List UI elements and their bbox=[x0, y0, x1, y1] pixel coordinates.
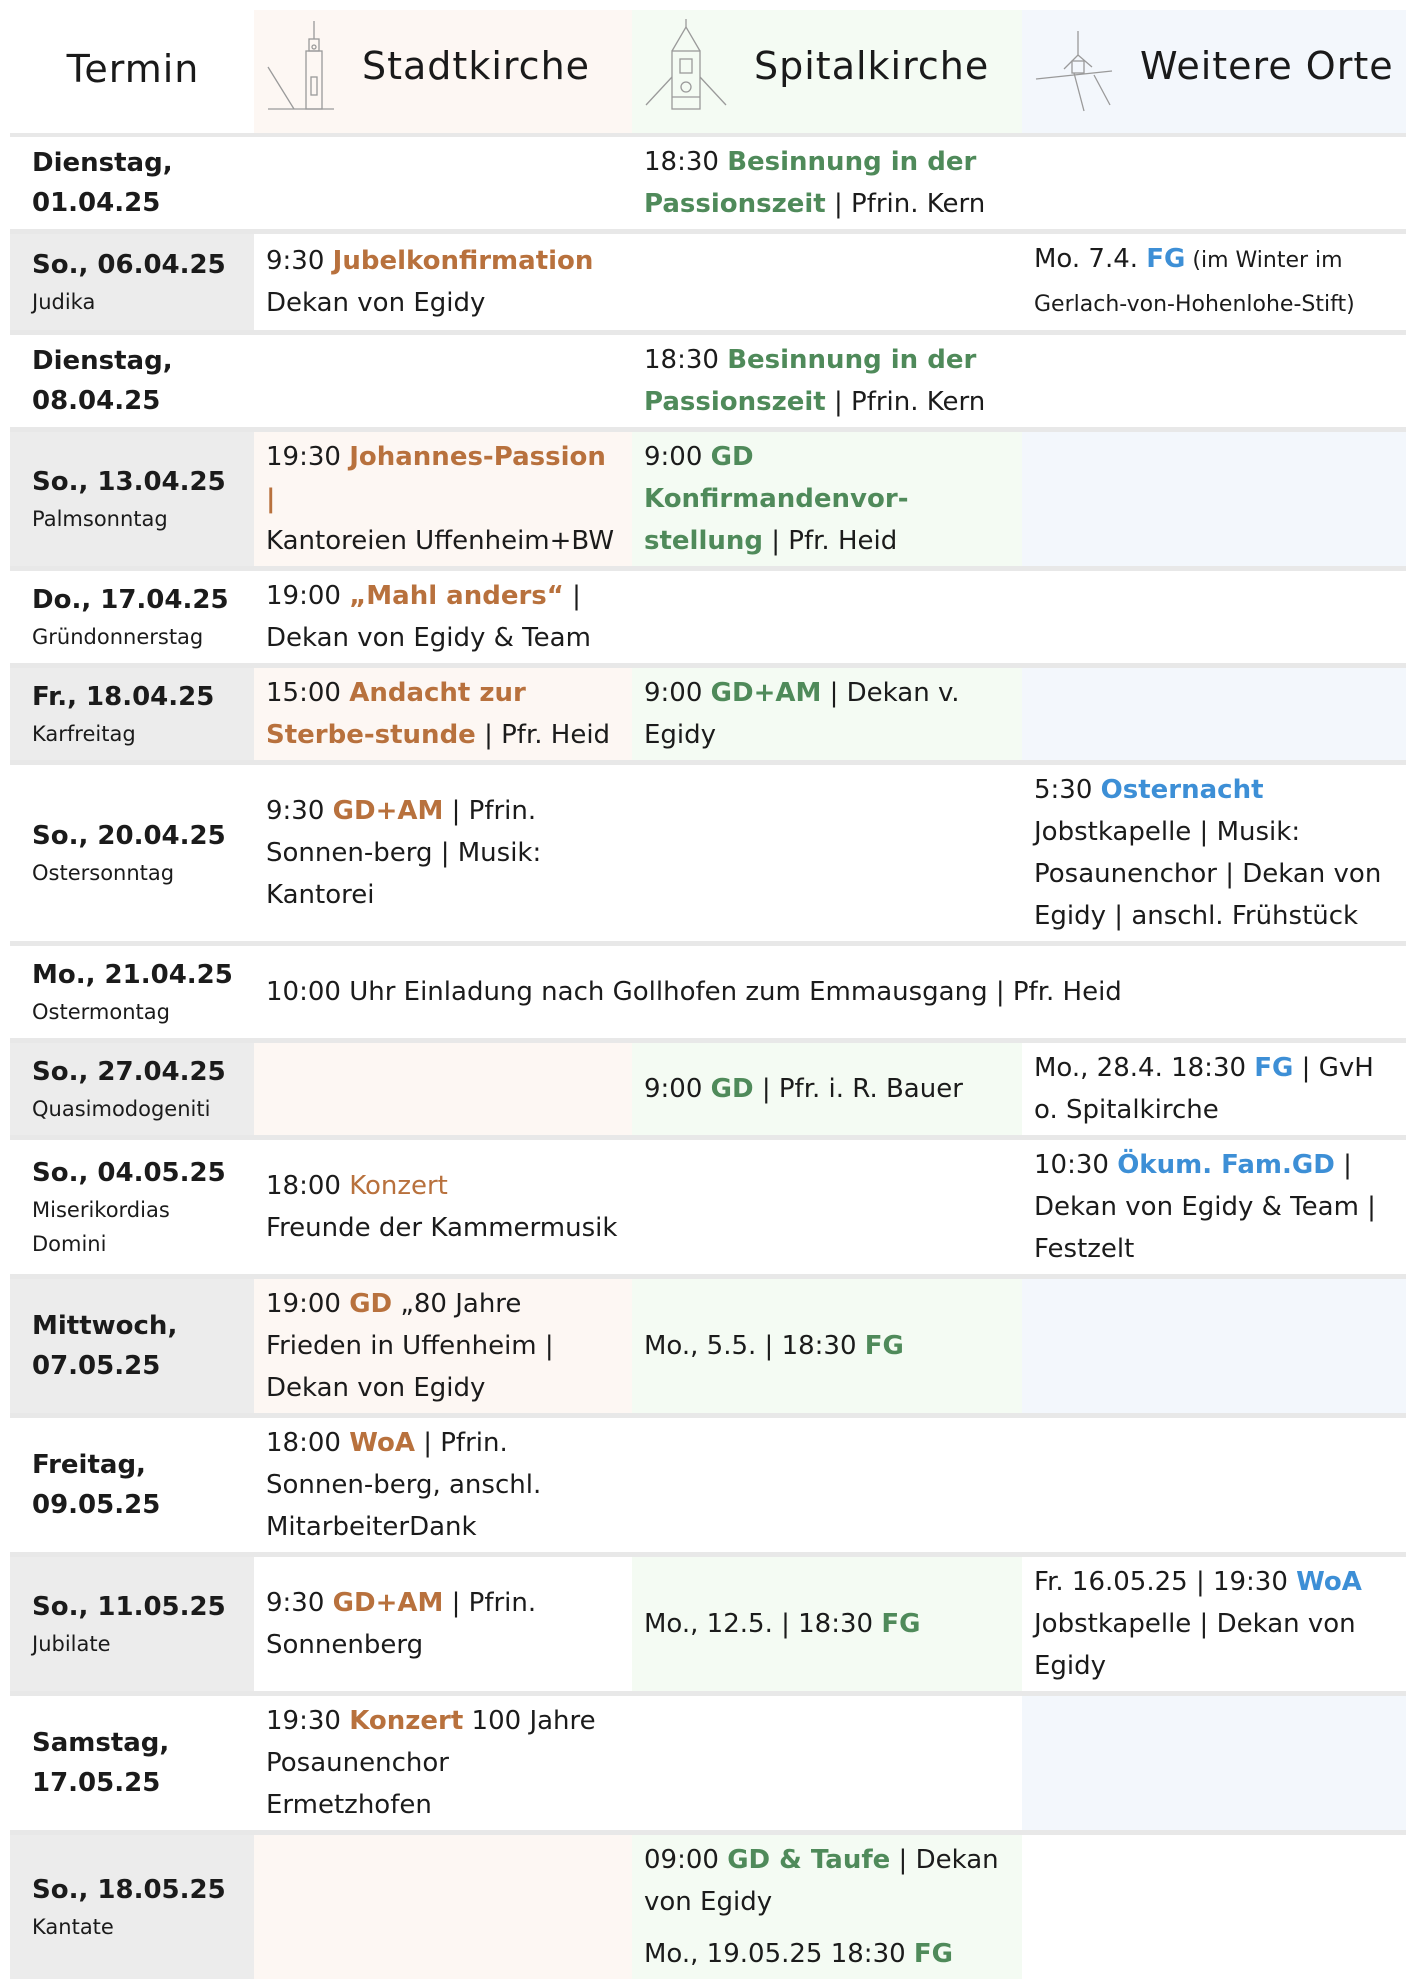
event-detail: (im Winter im Gerlach-von-Hohenlohe-Stift) bbox=[1034, 248, 1355, 317]
date-label: Fr., 18.04.25 bbox=[32, 677, 244, 717]
stadtkirche-cell bbox=[254, 569, 632, 666]
event-detail: „80 Jahre Frieden in Uffenheim | Dekan von Egidy bbox=[266, 1289, 554, 1403]
header-stadtkirche bbox=[254, 10, 632, 135]
spitalkirche-cell bbox=[632, 1555, 1022, 1694]
event-title: Jubelkonfirmation bbox=[333, 246, 594, 276]
event-title-2: FG bbox=[914, 1939, 953, 1969]
weitere-cell bbox=[1022, 1277, 1406, 1416]
date-label-2: 01.04.25 bbox=[32, 183, 244, 223]
stadtkirche-cell bbox=[254, 232, 632, 333]
event-title: GD+AM bbox=[333, 1588, 444, 1618]
day-name: Jubilate bbox=[32, 1627, 244, 1661]
event-title: Johannes-Passion | bbox=[266, 442, 606, 514]
weitere-cell bbox=[1022, 135, 1406, 232]
table-row bbox=[10, 1555, 1406, 1694]
date-cell bbox=[10, 430, 254, 569]
spitalkirche-cell bbox=[632, 333, 1022, 430]
spitalkirche-cell bbox=[632, 1833, 1022, 1979]
event-detail: | Pfr. Heid bbox=[763, 526, 897, 556]
date-cell bbox=[10, 569, 254, 666]
header-spitalkirche bbox=[632, 10, 1022, 135]
event-detail: | Dekan von Egidy bbox=[644, 1845, 999, 1917]
schedule-wrapper bbox=[10, 10, 1406, 1979]
event-detail: | Pfr. i. R. Bauer bbox=[754, 1074, 963, 1104]
spitalkirche-cell bbox=[632, 135, 1022, 232]
stadtkirche-cell bbox=[254, 430, 632, 569]
day-name: Karfreitag bbox=[32, 717, 244, 751]
event-detail: Kantoreien Uffenheim+BW bbox=[266, 526, 614, 556]
event-title: FG bbox=[1254, 1053, 1293, 1083]
event-time: 18:00 bbox=[266, 1171, 349, 1201]
event-time: 18:00 bbox=[266, 1428, 349, 1458]
spitalkirche-cell bbox=[632, 763, 1022, 944]
event-detail: | Dekan v. Egidy bbox=[644, 678, 960, 750]
event-time: 9:30 bbox=[266, 246, 333, 276]
table-row bbox=[10, 1833, 1406, 1979]
spitalkirche-cell bbox=[632, 1416, 1022, 1555]
stadtkirche-cell bbox=[254, 1694, 632, 1833]
header-termin bbox=[10, 10, 254, 135]
event-time: 9:00 bbox=[644, 442, 711, 472]
event-time: 19:00 bbox=[266, 581, 349, 611]
event-time: 19:00 bbox=[266, 1289, 349, 1319]
event-title: FG bbox=[865, 1331, 904, 1361]
table-row bbox=[10, 1694, 1406, 1833]
event-time: 9:00 bbox=[644, 1074, 711, 1104]
event-detail: | Dekan von Egidy & Team | Festzelt bbox=[1034, 1150, 1376, 1264]
event-title: GD+AM bbox=[333, 796, 444, 826]
table-row bbox=[10, 1416, 1406, 1555]
weitere-cell bbox=[1022, 569, 1406, 666]
table-row bbox=[10, 763, 1406, 944]
date-label-2: 07.05.25 bbox=[32, 1346, 244, 1386]
date-label: Dienstag, bbox=[32, 341, 244, 381]
event-title: GD & Taufe bbox=[727, 1845, 890, 1875]
stadtkirche-cell bbox=[254, 666, 632, 763]
spitalkirche-cell bbox=[632, 1277, 1022, 1416]
table-row bbox=[10, 569, 1406, 666]
header-spitalkirche-label: Spitalkirche bbox=[754, 44, 989, 88]
event-time: 5:30 bbox=[1034, 775, 1101, 805]
event-detail: | GvH o. Spitalkirche bbox=[1034, 1053, 1374, 1125]
date-label: So., 13.04.25 bbox=[32, 462, 244, 502]
spitalkirche-cell bbox=[632, 1041, 1022, 1138]
event-time: Mo., 5.5. | 18:30 bbox=[644, 1331, 865, 1361]
event-title: Osternacht bbox=[1101, 775, 1264, 805]
date-label: Dienstag, bbox=[32, 143, 244, 183]
weitere-cell bbox=[1022, 1694, 1406, 1833]
event-detail: | Pfrin. Sonnenberg bbox=[266, 1588, 536, 1660]
date-cell bbox=[10, 1555, 254, 1694]
event-time: Mo., 12.5. | 18:30 bbox=[644, 1609, 881, 1639]
event-detail: Freunde der Kammermusik bbox=[266, 1213, 617, 1243]
date-cell bbox=[10, 1277, 254, 1416]
event-time: 9:30 bbox=[266, 1588, 333, 1618]
spitalkirche-cell bbox=[632, 232, 1022, 333]
combined-event-cell bbox=[254, 944, 1406, 1041]
event-time: 19:30 bbox=[266, 442, 349, 472]
table-row bbox=[10, 1138, 1406, 1277]
date-label: So., 18.05.25 bbox=[32, 1870, 244, 1910]
event-detail: Dekan von Egidy bbox=[266, 288, 485, 318]
event-time: Mo., 28.4. 18:30 bbox=[1034, 1053, 1254, 1083]
date-cell bbox=[10, 1138, 254, 1277]
table-row bbox=[10, 135, 1406, 232]
chapel-roof-icon bbox=[1034, 17, 1114, 126]
date-cell bbox=[10, 763, 254, 944]
stadtkirche-tower-icon bbox=[266, 17, 336, 126]
event-title: Besinnung in der Passionszeit bbox=[644, 345, 976, 417]
event-detail: 100 Jahre Posaunenchor Ermetzhofen bbox=[266, 1706, 596, 1820]
date-label: So., 27.04.25 bbox=[32, 1052, 244, 1092]
stadtkirche-cell bbox=[254, 1041, 632, 1138]
spitalkirche-tower-icon bbox=[644, 17, 728, 126]
date-cell bbox=[10, 232, 254, 333]
event-title: Besinnung in der Passionszeit bbox=[644, 147, 976, 219]
event-detail: | Pfrin. Kern bbox=[826, 189, 986, 219]
event-time: 09:00 bbox=[644, 1845, 727, 1875]
spitalkirche-cell bbox=[632, 430, 1022, 569]
event-title: Konzert bbox=[349, 1171, 448, 1201]
stadtkirche-cell bbox=[254, 1833, 632, 1979]
date-cell bbox=[10, 944, 254, 1041]
event-title: Andacht zur Sterbe-stunde bbox=[266, 678, 526, 750]
header-weitere-label: Weitere Orte bbox=[1140, 44, 1394, 88]
date-cell bbox=[10, 666, 254, 763]
table-row bbox=[10, 1277, 1406, 1416]
event-time: 10:30 bbox=[1034, 1150, 1117, 1180]
stadtkirche-cell bbox=[254, 1277, 632, 1416]
table-row bbox=[10, 944, 1406, 1041]
event-detail: | Pfrin. Sonnen-berg | Musik: Kantorei bbox=[266, 796, 541, 910]
stadtkirche-cell bbox=[254, 763, 632, 944]
table-row bbox=[10, 232, 1406, 333]
date-label: So., 20.04.25 bbox=[32, 816, 244, 856]
event-time: 18:30 bbox=[644, 345, 727, 375]
event-time-2: Mo., 19.05.25 18:30 bbox=[644, 1939, 914, 1969]
event-title: FG bbox=[1146, 244, 1185, 274]
date-cell bbox=[10, 1416, 254, 1555]
day-name: Quasimodogeniti bbox=[32, 1092, 244, 1126]
stadtkirche-cell bbox=[254, 1416, 632, 1555]
table-row bbox=[10, 430, 1406, 569]
event-time: 18:30 bbox=[644, 147, 727, 177]
event-detail: | Pfrin. Kern bbox=[826, 387, 986, 417]
date-label: Samstag, bbox=[32, 1723, 244, 1763]
day-name: Kantate bbox=[32, 1910, 244, 1944]
weitere-cell bbox=[1022, 333, 1406, 430]
event-title: WoA bbox=[349, 1428, 415, 1458]
event-title: WoA bbox=[1296, 1567, 1362, 1597]
event-text: 10:00 Uhr Einladung nach Gollhofen zum Emmausgang | Pfr. Heid bbox=[266, 977, 1122, 1007]
weitere-cell bbox=[1022, 763, 1406, 944]
event-time: Fr. 16.05.25 | 19:30 bbox=[1034, 1567, 1296, 1597]
weitere-cell bbox=[1022, 430, 1406, 569]
spitalkirche-cell bbox=[632, 1138, 1022, 1277]
event-title: GD Konfirmandenvor-stellung bbox=[644, 442, 908, 556]
event-detail: Jobstkapelle | Dekan von Egidy bbox=[1034, 1609, 1356, 1681]
header-stadtkirche-label: Stadtkirche bbox=[362, 44, 590, 88]
date-label-2: 09.05.25 bbox=[32, 1485, 244, 1525]
weitere-cell bbox=[1022, 1416, 1406, 1555]
event-time: 9:00 bbox=[644, 678, 711, 708]
weitere-cell bbox=[1022, 1041, 1406, 1138]
event-title: Ökum. Fam.GD bbox=[1117, 1150, 1335, 1180]
table-row bbox=[10, 666, 1406, 763]
spitalkirche-cell bbox=[632, 1694, 1022, 1833]
stadtkirche-cell bbox=[254, 1555, 632, 1694]
event-time: Mo. 7.4. bbox=[1034, 244, 1146, 274]
date-cell bbox=[10, 1833, 254, 1979]
day-name: Palmsonntag bbox=[32, 502, 244, 536]
event-time: 19:30 bbox=[266, 1706, 349, 1736]
schedule-table bbox=[10, 10, 1406, 1979]
day-name: Gründonnerstag bbox=[32, 620, 244, 654]
date-label-2: 17.05.25 bbox=[32, 1763, 244, 1803]
spitalkirche-cell bbox=[632, 569, 1022, 666]
date-label: So., 04.05.25 bbox=[32, 1153, 244, 1193]
event-title: GD+AM bbox=[711, 678, 822, 708]
event-title: Konzert bbox=[349, 1706, 463, 1736]
event-detail: Jobstkapelle | Musik: Posaunenchor | Dekan von Egidy | anschl. Frühstück bbox=[1034, 817, 1381, 931]
weitere-cell bbox=[1022, 666, 1406, 763]
stadtkirche-cell bbox=[254, 333, 632, 430]
stadtkirche-cell bbox=[254, 135, 632, 232]
event-title: FG bbox=[881, 1609, 920, 1639]
date-label: So., 06.04.25 bbox=[32, 245, 244, 285]
day-name: Ostermontag bbox=[32, 995, 244, 1029]
event-time: 9:30 bbox=[266, 796, 333, 826]
stadtkirche-cell bbox=[254, 1138, 632, 1277]
event-title: GD bbox=[349, 1289, 392, 1319]
table-row bbox=[10, 333, 1406, 430]
spitalkirche-cell bbox=[632, 666, 1022, 763]
weitere-cell bbox=[1022, 1833, 1406, 1979]
day-name: Ostersonntag bbox=[32, 856, 244, 890]
date-cell bbox=[10, 333, 254, 430]
day-name: Miserikordias Domini bbox=[32, 1193, 244, 1261]
date-label: Do., 17.04.25 bbox=[32, 580, 244, 620]
date-label-2: 08.04.25 bbox=[32, 381, 244, 421]
event-detail: | Dekan von Egidy & Team bbox=[266, 581, 591, 653]
weitere-cell bbox=[1022, 232, 1406, 333]
event-detail: | Pfr. Heid bbox=[476, 720, 610, 750]
date-cell bbox=[10, 1041, 254, 1138]
event-title: GD bbox=[711, 1074, 754, 1104]
date-label: So., 11.05.25 bbox=[32, 1587, 244, 1627]
date-label: Mo., 21.04.25 bbox=[32, 955, 244, 995]
header-termin-label: Termin bbox=[67, 47, 200, 91]
weitere-cell bbox=[1022, 1138, 1406, 1277]
header-weitere bbox=[1022, 10, 1406, 135]
event-detail: | Pfrin. Sonnen-berg, anschl. MitarbeiterDank bbox=[266, 1428, 541, 1542]
event-time: 15:00 bbox=[266, 678, 349, 708]
table-header-row bbox=[10, 10, 1406, 135]
date-label: Mittwoch, bbox=[32, 1306, 244, 1346]
date-cell bbox=[10, 135, 254, 232]
date-cell bbox=[10, 1694, 254, 1833]
date-label: Freitag, bbox=[32, 1445, 244, 1485]
event-title: „Mahl anders“ bbox=[349, 581, 564, 611]
weitere-cell bbox=[1022, 1555, 1406, 1694]
table-row bbox=[10, 1041, 1406, 1138]
day-name: Judika bbox=[32, 285, 244, 319]
